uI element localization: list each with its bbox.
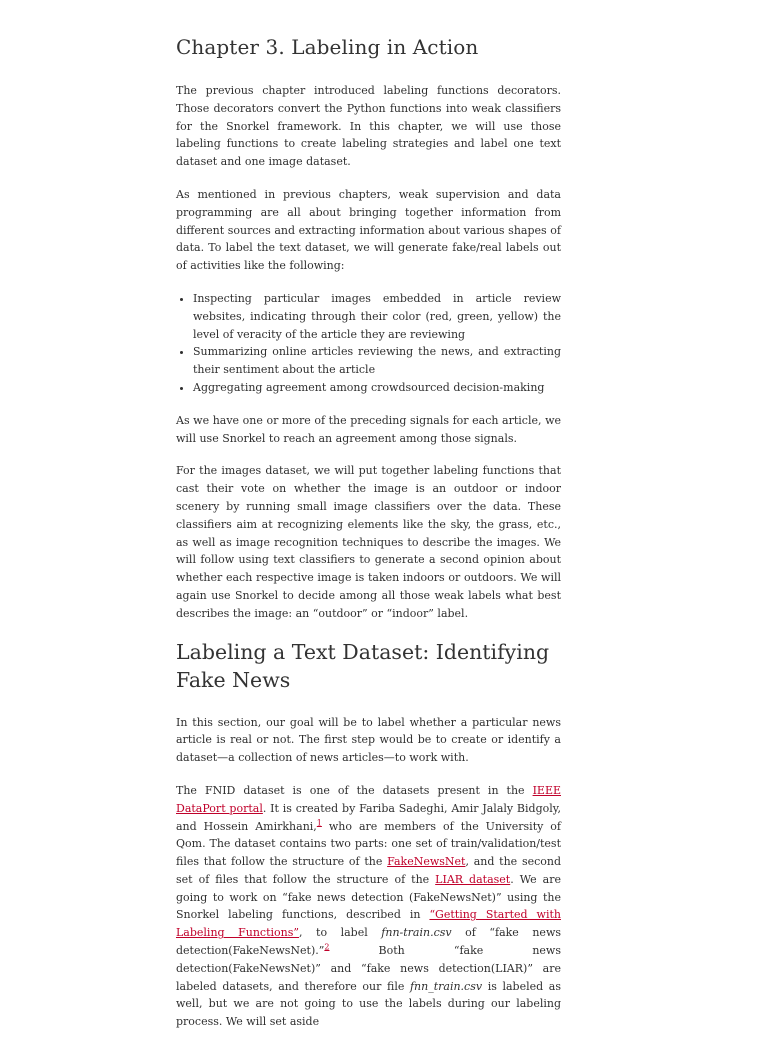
liar-dataset-link[interactable]: LIAR dataset [435,872,511,886]
getting-started-link[interactable]: “Getting Started with Labeling Functions” [176,908,561,940]
section-intro-paragraph: In this section, our goal will be to label whether a particular news article is real or not. The first step would be to create or identify a dataset—a collection of news articles—to work with. [176,715,561,765]
text-span: The FNID dataset is one of the datasets present in the [176,783,533,797]
list-item: • Inspecting particular images embedded in article review websites, indicating through their color (red, green, yellow) the level of veracity of the article they are reviewing [193,290,561,343]
signals-paragraph: As we have one or more of the preceding signals for each article, we will use Snorkel to reach an agreement among those signals. [176,413,561,445]
list-item: • Summarizing online articles reviewing the news, and extracting their sentiment about the article [193,343,561,379]
filename-fnn-train: fnn-train.csv [381,926,452,940]
text-span: of “fake news detection(FakeNewsNet).” [176,926,561,958]
fakenewsnet-link[interactable]: FakeNewsNet [387,855,466,869]
list-item: • Aggregating agreement among crowdsourced decision-making [193,379,561,397]
images-dataset-paragraph: For the images dataset, we will put together labeling functions that cast their vote on whether the image is an outdoor or indoor scenery by running small image classifiers over the data. These classifiers aim at recognizing elements like the sky, the grass, etc., as well as image recognition techniques to describe the images. We will follow using text classifiers to generate a second opinion about whether each respective image is taken indoors or outdoors. We will again use Snorkel to decide among all those weak labels what best describes the image: an “outdoor” or “indoor” label. [176,464,561,620]
text-span: , and the second set of files that follow the structure of the [176,855,562,886]
chapter-title: Chapter 3. Labeling in Action [176,35,479,59]
ieee-dataport-link[interactable]: IEEE DataPort portal [176,783,561,815]
text-span: . It is created by Fariba Sadeghi, Amir Jalaly Bidgoly, and Hossein Amirkhani, [176,801,562,833]
document-page [176,32,561,1046]
section-title: Labeling a Text Dataset: Identifying Fake News [176,639,550,692]
text-span: . We are going to work on “fake news detection (FakeNewsNet)” using the Snorkel labeling functions, described in [176,872,561,922]
intro-paragraph-2: As mentioned in previous chapters, weak supervision and data programming are all about bringing together information from different sources and extracting information about various shapes of data. To label the text dataset, we will generate fake/real labels out of activities like the following: [176,187,561,273]
footnote-1-link[interactable]: 1 [316,817,322,827]
fnid-paragraph [176,782,561,1031]
signal-list [176,290,561,397]
filename-fnn-train-csv: fnn_train.csv [409,979,483,993]
text-span: Both “fake news detection(FakeNewsNet)” and “fake news detection(LIAR)” are labeled datasets, and therefore our file [176,944,561,993]
footnote-2-link[interactable]: 2 [324,942,330,952]
text-span: who are members of the University of Qom. The dataset contains two parts: one set of train/validation/test files that follow the structure of the [176,819,561,869]
text-span: is labeled as well, but we are not going to use the labels during our labeling process. We will set aside [176,979,561,1029]
intro-paragraph-1: The previous chapter introduced labeling functions decorators. Those decorators convert the Python functions into weak classifiers for the Snorkel framework. In this chapter, we will use those labeling functions to create labeling strategies and label one text dataset and one image dataset. [176,84,561,169]
text-span: , to label [299,926,382,940]
